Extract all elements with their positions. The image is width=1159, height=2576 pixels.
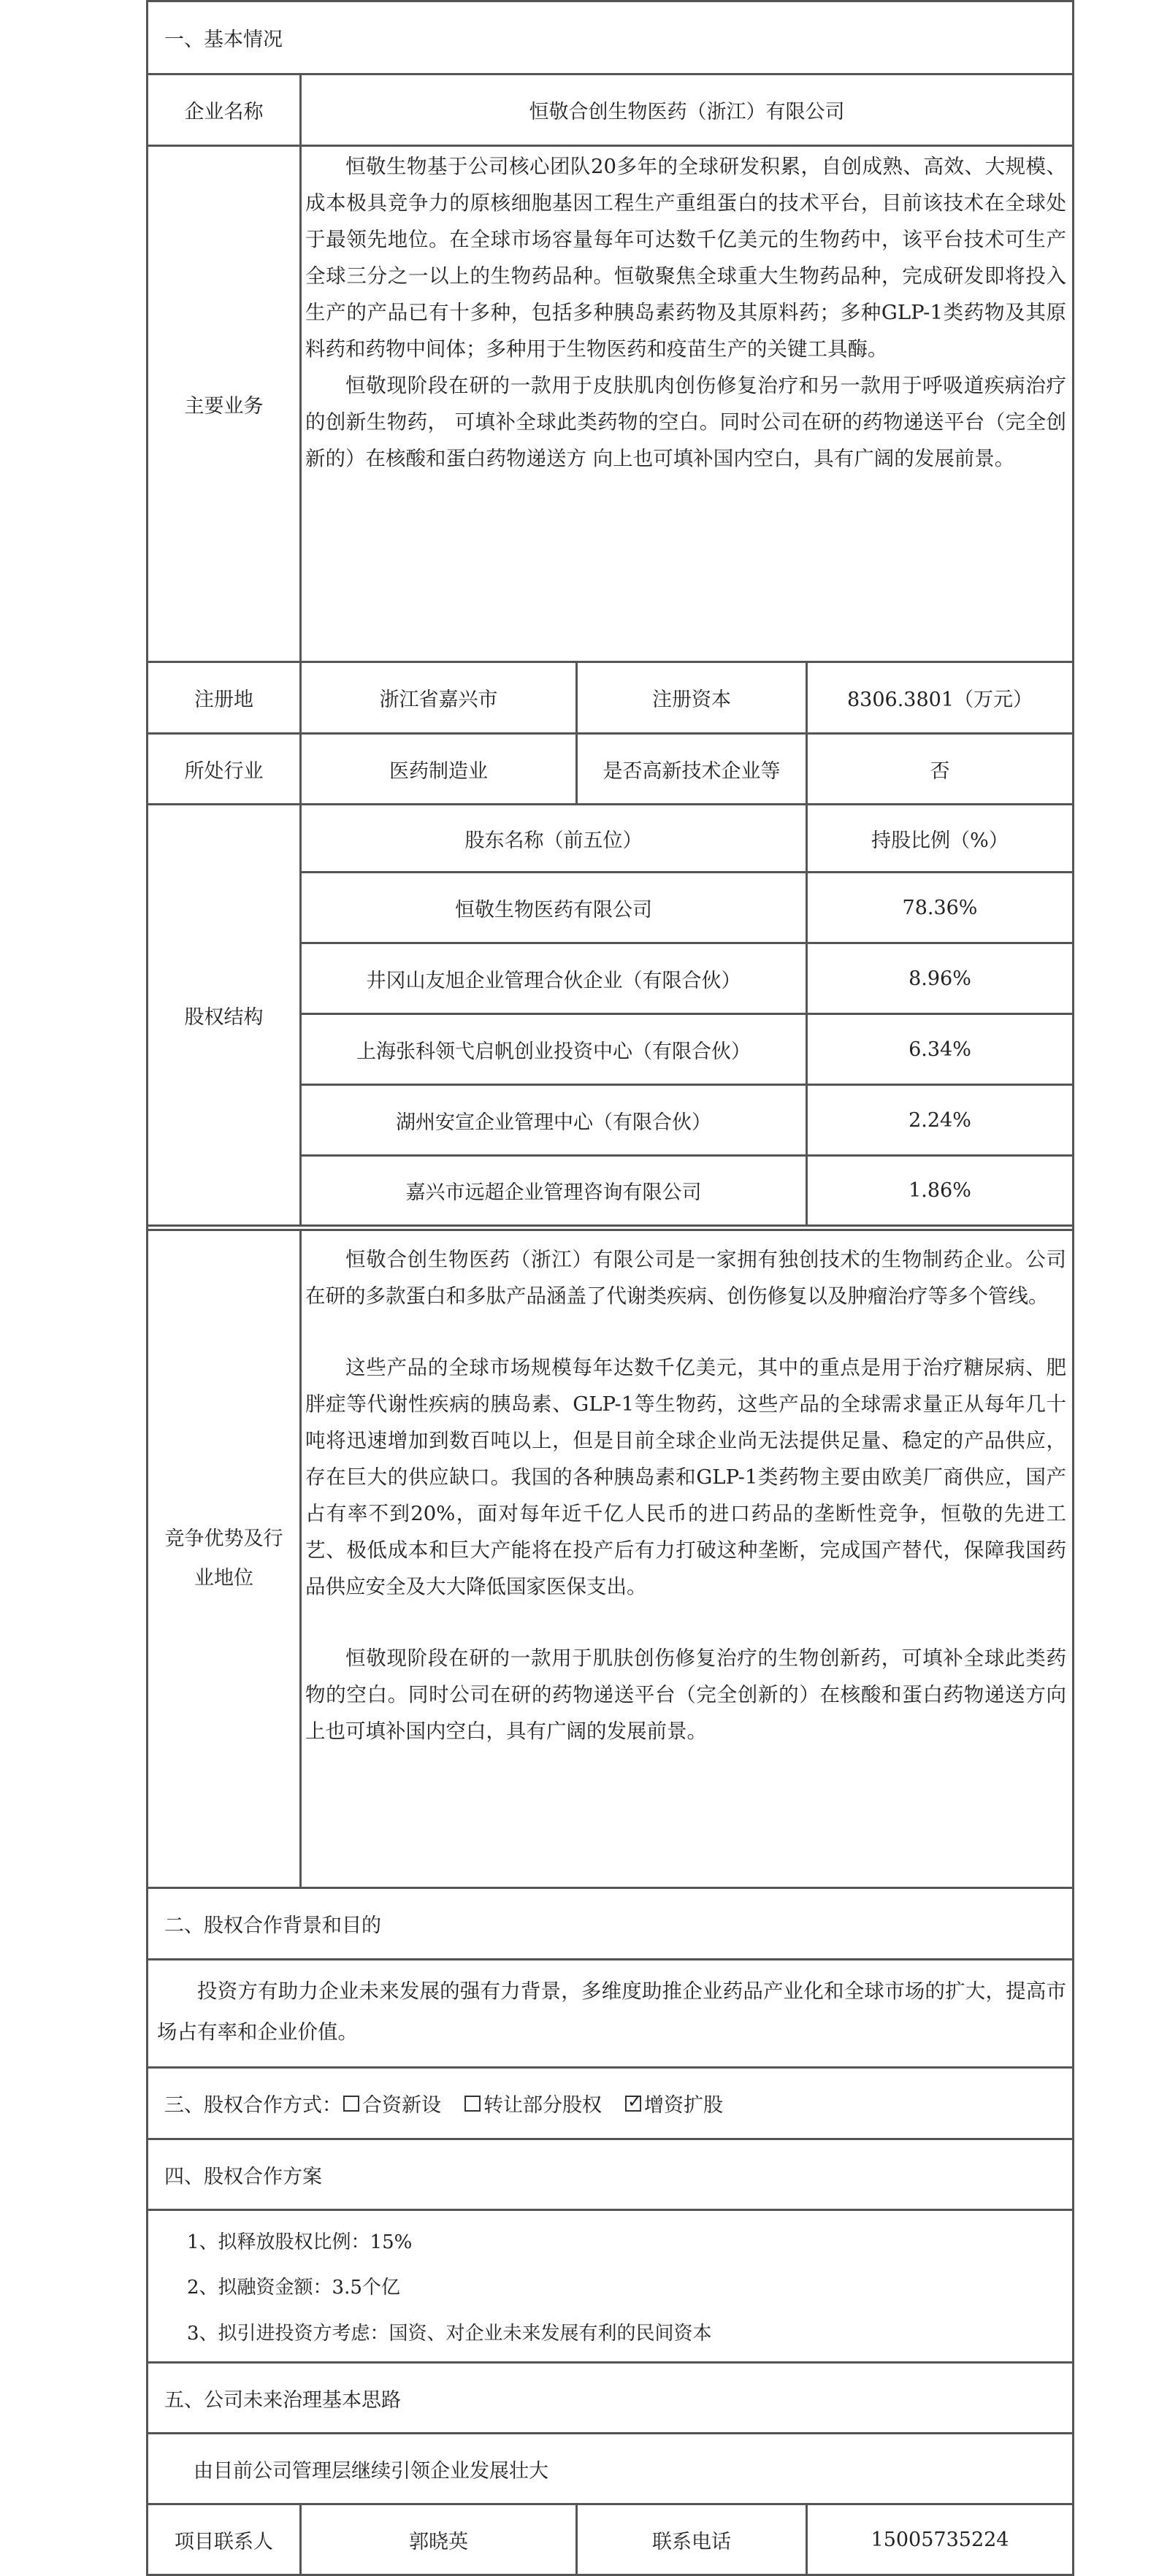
option-joint-venture-label: 合资新设 [362, 2094, 441, 2117]
shareholder-name: 井冈山友旭企业管理合伙企业（有限合伙） [366, 969, 741, 992]
company-name-value: 恒敬合创生物医药（浙江）有限公司 [529, 101, 845, 123]
option-transfer-equity-label: 转让部分股权 [483, 2094, 602, 2117]
contact-person-label: 项目联系人 [175, 2530, 273, 2553]
checkbox-joint-venture[interactable] [343, 2096, 359, 2112]
advantage-paragraph: 这些产品的全球市场规模每年达数千亿美元，其中的重点是用于治疗糖尿病、肥胖症等代谢性疾病的胰岛素、GLP-1等生物药，这些产品的全球需求量正从每年几十吨将迅速增加到数百吨以上，但是目前全球企业尚无法提供足量、稳定的产品供应，存在巨大的供应缺口。我国的各种胰岛素和GLP-1类药物主要由欧美厂商供应，国产占有率不到20%，面对每年近千亿人民币的进口药品的垄断性竞争，恒敬的先进工艺、极低成本和巨大产能将在投产后有力打破这种垄断，完成国产替代，保障我国药品供应安全及大大降低国家医保支出。 [305, 1356, 1066, 1598]
main-business-text [305, 148, 1066, 477]
cooperation-method-row [148, 2069, 1072, 2138]
advantage-paragraph: 恒敬合创生物医药（浙江）有限公司是一家拥有独创技术的生物制药企业。公司在研的多款蛋白和多肽产品涵盖了代谢类疾病、创伤修复以及肿瘤治疗等多个管线。 [305, 1248, 1066, 1308]
shareholder-ratio: 6.34% [909, 1038, 971, 1061]
registered-capital-value: 8306.3801（万元） [846, 689, 1033, 711]
shareholder-ratio: 2.24% [909, 1108, 971, 1132]
equity-structure-label: 股权结构 [184, 1005, 264, 1029]
checkbox-transfer-equity[interactable] [464, 2096, 481, 2112]
shareholder-name: 上海张科领弋启帆创业投资中心（有限合伙） [356, 1040, 751, 1063]
section-3-title: 三、股权合作方式： [164, 2094, 342, 2117]
shareholder-column-header: 股东名称（前五位） [464, 829, 643, 852]
shareholder-name: 嘉兴市远超企业管理咨询有限公司 [405, 1181, 702, 1204]
advantage-paragraph: 恒敬现阶段在研的一款用于肌肤创伤修复治疗的生物创新药，可填补全球此类药物的空白。同时公司在研的药物递送平台（完全创新的）在核酸和蛋白药物递送方向上也可填补国内空白，具有广阔的发展前景。 [305, 1647, 1066, 1743]
plan-item: 3、拟引进投资方考虑：国资、对企业未来发展有利的民间资本 [187, 2323, 712, 2345]
section-1-title: 一、基本情况 [164, 28, 283, 51]
industry-label: 所处行业 [184, 759, 264, 783]
ratio-column-header: 持股比例（%） [871, 829, 1009, 852]
option-capital-increase-label: 增资扩股 [644, 2094, 723, 2117]
section-2-title: 二、股权合作背景和目的 [164, 1914, 381, 1937]
registered-place-value: 浙江省嘉兴市 [379, 689, 498, 711]
contact-phone-label: 联系电话 [652, 2530, 731, 2553]
plan-item: 1、拟释放股权比例：15% [187, 2231, 413, 2253]
main-business-label: 主要业务 [184, 394, 264, 418]
shareholder-name: 恒敬生物医药有限公司 [455, 898, 652, 921]
advantage-text [305, 1241, 1066, 1749]
advantage-label-line: 业地位 [194, 1567, 253, 1590]
hitech-label: 是否高新技术企业等 [603, 759, 781, 783]
shareholder-ratio: 1.86% [909, 1179, 971, 1202]
section-5-text: 由目前公司管理层继续引领企业发展壮大 [194, 2459, 548, 2483]
contact-person-value: 郭晓英 [409, 2530, 468, 2553]
main-business-paragraph: 恒敬生物基于公司核心团队20多年的全球研发积累，自创成熟、高效、大规模、成本极具竞争力的原核细胞基因工程生产重组蛋白的技术平台，目前该技术在全球处于最领先地位。在全球市场容量每年可达数千亿美元的生物药中，该平台技术可生产全球三分之一以上的生物药品种。恒敬聚焦全球重大生物药品种，完成研发即将投入生产的产品已有十多种，包括多种胰岛素药物及其原料药；多种GLP-1类药物及其原料药和药物中间体；多种用于生物医药和疫苗生产的关键工具酶。 [305, 155, 1066, 361]
industry-value: 医药制造业 [389, 759, 488, 783]
registered-place-label: 注册地 [194, 689, 253, 711]
section-2-paragraph: 投资方有助力企业未来发展的强有力背景，多维度助推企业药品产业化和全球市场的扩大，提高市场占有率和企业价值。 [157, 1979, 1066, 2044]
section-5-title: 五、公司未来治理基本思路 [164, 2388, 401, 2412]
section-2-text [157, 1971, 1066, 2052]
company-name-label: 企业名称 [184, 101, 264, 123]
shareholder-ratio: 8.96% [909, 967, 971, 990]
shareholder-name: 湖州安宣企业管理中心（有限合伙） [396, 1111, 711, 1134]
registered-capital-label: 注册资本 [652, 689, 731, 711]
section-4-title: 四、股权合作方案 [164, 2165, 322, 2188]
plan-item: 2、拟融资金额：3.5个亿 [187, 2277, 400, 2299]
shareholder-ratio: 78.36% [902, 896, 978, 919]
advantage-label [148, 1231, 299, 1887]
advantage-label-line: 竞争优势及行 [164, 1527, 283, 1550]
hitech-value: 否 [930, 759, 950, 783]
checkbox-capital-increase[interactable] [625, 2096, 641, 2112]
contact-phone-value: 15005735224 [871, 2528, 1009, 2551]
main-business-paragraph: 恒敬现阶段在研的一款用于皮肤肌肉创伤修复治疗和另一款用于呼吸道疾病治疗的创新生物药， 可填补全球此类药物的空白。同时公司在研的药物递送平台（完全创新的）在核酸和蛋白药物递送方 向上也可填补国内空白，具有广阔的发展前景。 [305, 374, 1066, 470]
